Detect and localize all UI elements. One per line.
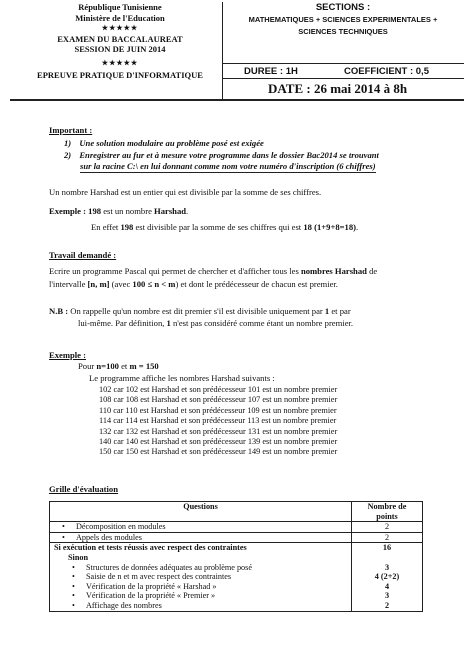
row-points: 2 xyxy=(352,532,423,543)
bullet xyxy=(72,582,86,591)
explain-a: En effet xyxy=(91,222,121,232)
important-item-2-num: 2) xyxy=(64,150,72,160)
pour-d: m = 150 xyxy=(129,361,159,371)
header-vertical-divider xyxy=(222,2,223,100)
sections-line-1: MATHEMATIQUES + SCIENCES EXPERIMENTALES + xyxy=(248,15,438,24)
row-points: 2 xyxy=(352,522,423,533)
row-question: Structures de données adéquates au problème posé xyxy=(86,562,252,572)
row-points-sinon xyxy=(356,553,418,563)
exemple-2-title: Exemple : xyxy=(49,350,86,360)
nb-1b: 1 xyxy=(324,306,330,316)
table-row xyxy=(50,532,423,543)
travail-1c: de xyxy=(366,266,378,276)
pour-b: n=100 xyxy=(96,361,119,371)
travail-1a: Ecrire un programme Pascal qui permet de chercher et d'afficher tous les xyxy=(49,266,301,276)
nb-1c: et par xyxy=(329,306,351,316)
nb-2c: n'est pas considéré comme étant un nombre premier. xyxy=(170,318,354,328)
explain-d: 18 (1+9+8=18) xyxy=(303,222,356,232)
header-ministry: Ministère de l'Education xyxy=(75,12,165,23)
explain-b: 198 xyxy=(120,222,134,232)
travail-2b: [n, m] xyxy=(87,279,110,289)
table-header-row xyxy=(50,502,423,522)
col-points: Nombre de points xyxy=(352,502,423,522)
header-bottom-rule xyxy=(10,99,464,101)
bullet xyxy=(72,601,86,610)
exemple-1-word: Harshad xyxy=(154,206,187,216)
exemple-2-affiche: Le programme affiche les nombres Harshad suivants : xyxy=(89,373,275,383)
header-session: SESSION DE JUIN 2014 xyxy=(74,44,166,54)
nb-line-1 xyxy=(49,306,463,317)
output-line: 132 car 132 est Harshad et son prédécesseur 131 est un nombre premier xyxy=(99,426,338,436)
date-label: DATE : 26 mai 2014 à 8h xyxy=(268,81,408,96)
row-points: 4 xyxy=(384,581,390,591)
header-right-block xyxy=(222,2,464,38)
travail-2c: (avec xyxy=(109,279,133,289)
important-title: Important : xyxy=(49,125,93,135)
exemple-1-end: . xyxy=(186,206,189,216)
table-row xyxy=(50,522,423,533)
row-points: 2 xyxy=(384,600,390,610)
exemple-2-pour xyxy=(78,361,159,372)
row-points: 3 xyxy=(384,562,390,572)
travail-line-2 xyxy=(49,279,338,290)
exemple-2-output-list xyxy=(99,385,337,458)
nb-1a: On rappelle qu'un nombre est dit premier s'il est divisible uniquement par xyxy=(68,306,325,316)
travail-2e: ) et dont le prédécesseur de chacun est premier. xyxy=(175,279,338,289)
output-line: 150 car 150 est Harshad et son prédécesseur 149 est un nombre premier xyxy=(99,447,338,457)
row-question: Appels des modules xyxy=(76,532,142,542)
travail-2d: 100 ≤ n < m xyxy=(132,279,176,289)
header-divider-2 xyxy=(222,78,464,79)
bullet xyxy=(72,563,86,572)
nb-label: N.B : xyxy=(49,306,69,316)
col-questions: Questions xyxy=(50,502,352,522)
bullet xyxy=(62,533,76,542)
exemple-1-label: Exemple : 198 xyxy=(49,206,102,216)
pour-a: Pour xyxy=(78,361,97,371)
row-points: 3 xyxy=(384,591,390,601)
grille-title: Grille d'évaluation xyxy=(49,484,118,494)
header-epreuve: EPREUVE PRATIQUE D'INFORMATIQUE xyxy=(37,70,203,80)
header-exam: EXAMEN DU BACCALAUREAT xyxy=(57,33,183,44)
bullet xyxy=(62,522,76,531)
header-stars-1: ★★★★★ xyxy=(101,24,139,32)
sections-title: SECTIONS : xyxy=(315,2,371,13)
bullet xyxy=(72,572,86,581)
explain-c: est divisible par la somme de ses chiffres qui est xyxy=(133,222,304,232)
header-stars-2: ★★★★★ xyxy=(101,58,139,67)
important-item-1-num: 1) xyxy=(64,138,72,148)
nb-2b: 1 xyxy=(166,318,171,328)
row-question: Décomposition en modules xyxy=(76,522,166,532)
header-left-block xyxy=(10,2,230,81)
row-question: Vérification de la propriété « Harshad » xyxy=(86,581,217,591)
travail-2a: l'intervalle xyxy=(49,279,88,289)
bullet xyxy=(72,591,86,600)
exemple-1-explanation xyxy=(91,222,358,233)
explain-e: . xyxy=(356,222,359,232)
nb-2a: lui-même. Par définition, xyxy=(78,318,167,328)
header-divider xyxy=(222,63,464,64)
travail-1b: nombres Harshad xyxy=(300,266,367,276)
row-points: 4 (2+2) xyxy=(374,572,400,582)
row-question: Vérification de la propriété « Premier » xyxy=(86,591,216,601)
sections-line-2: SCIENCES TECHNIQUES xyxy=(298,27,388,36)
important-item-2 xyxy=(64,150,464,161)
output-line: 110 car 110 est Harshad et son prédécesseur 109 est un nombre premier xyxy=(99,405,337,415)
intro-text: Un nombre Harshad est un entier qui est divisible par la somme de ses chiffres. xyxy=(49,187,322,197)
row-question-sinon: Sinon xyxy=(68,552,89,562)
important-item-2-text-b: sur la racine C:\ en lui donnant comme nom votre numéro d'inscription (6 chiffres) xyxy=(80,161,376,171)
travail-line-1 xyxy=(49,266,463,277)
coefficient-label: COEFFICIENT : 0,5 xyxy=(344,66,429,77)
header-republic: République Tunisienne xyxy=(78,2,162,12)
row-points: 16 xyxy=(382,543,392,553)
travail-title: Travail demandé : xyxy=(49,250,117,260)
evaluation-table xyxy=(49,501,423,612)
pour-c: et xyxy=(118,361,130,371)
output-line: 140 car 140 est Harshad et son prédécesseur 139 est un nombre premier xyxy=(99,437,338,447)
duree-label: DUREE : 1H xyxy=(244,66,298,77)
exemple-1-text: est un nombre xyxy=(101,206,155,216)
exemple-1-line xyxy=(49,206,188,217)
nb-line-2 xyxy=(78,318,353,329)
important-item-1-text: Une solution modulaire au problème posé est exigée xyxy=(79,138,264,148)
output-line: 102 car 102 est Harshad et son prédécesseur 101 est un nombre premier xyxy=(99,385,338,394)
row-question: Si exécution et tests réussis avec respect des contraintes xyxy=(54,543,247,553)
row-question: Saisie de n et m avec respect des contraintes xyxy=(86,572,232,582)
output-line: 108 car 108 est Harshad et son prédécesseur 107 est un nombre premier xyxy=(99,395,338,405)
important-item-2-text-a: Enregistrer au fur et à mesure votre programme dans le dossier Bac2014 se trouvant xyxy=(79,150,379,160)
row-question: Affichage des nombres xyxy=(86,600,162,610)
important-item-1 xyxy=(64,138,264,149)
output-line: 114 car 114 est Harshad et son prédécesseur 113 est un nombre premier xyxy=(99,416,337,426)
table-row xyxy=(50,543,423,611)
